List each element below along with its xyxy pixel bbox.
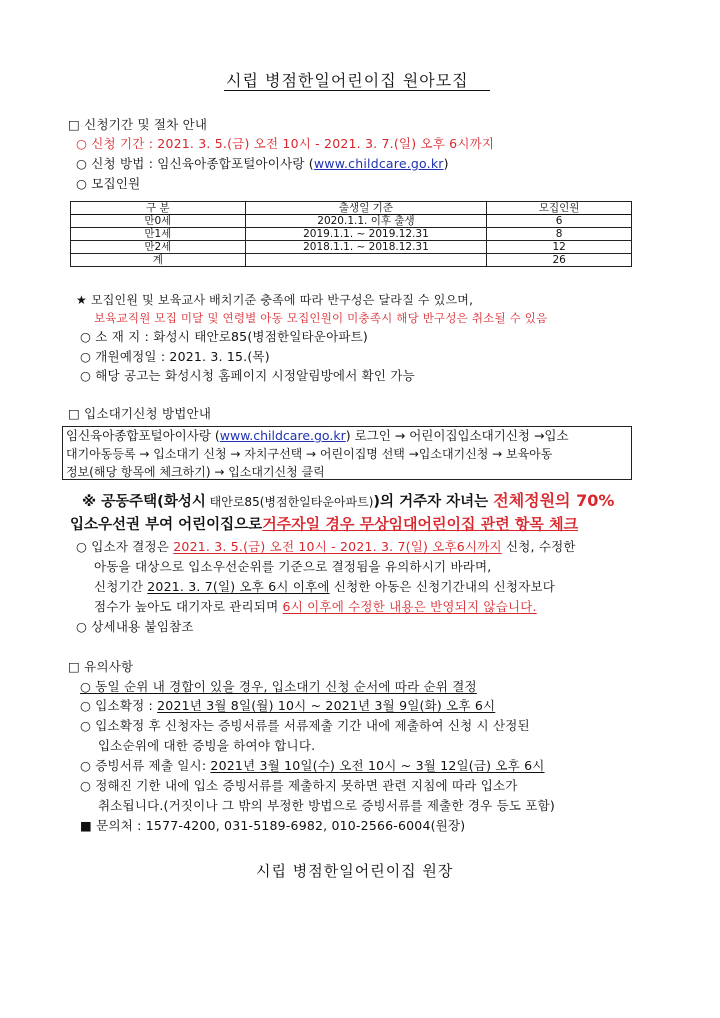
decision-period: 2021. 3. 5.(금) 오전 10시 - 2021. 3. 7(일) 오후6시까지 bbox=[173, 539, 502, 554]
decision-line-2: 아동을 대상으로 입소우선순위를 기준으로 결정됨을 유의하시기 바라며, bbox=[94, 559, 492, 574]
caution-item-2-prefix: ○ 입소확정 : bbox=[80, 698, 158, 713]
table-row-total bbox=[71, 254, 632, 267]
caution-item-4-prefix: ○ 증빙서류 제출 일시: bbox=[80, 758, 211, 773]
notice-location: ○ 해당 공고는 화성시청 홈페이지 시정알림방에서 확인 가능 bbox=[80, 368, 415, 383]
table-cell: 만0세 bbox=[71, 215, 246, 228]
steps-line-1-suffix: ) 로그인 → 어린이집입소대기신청 →입소 bbox=[345, 428, 569, 443]
caution-item-1: ○ 동일 순위 내 경합이 있을 경우, 입소대기 신청 순서에 따라 순위 결정 bbox=[80, 679, 477, 694]
decision-line-1 bbox=[76, 538, 576, 556]
decision-line-3 bbox=[94, 578, 555, 596]
title-underline bbox=[224, 90, 490, 91]
decision-line-4-warning: 6시 이후에 수정한 내용은 반영되지 않습니다. bbox=[282, 599, 537, 614]
table-header-cell: 모집인원 bbox=[487, 202, 632, 215]
table-cell: 8 bbox=[487, 228, 632, 241]
table-cell: 계 bbox=[71, 254, 246, 267]
contact-info: ■ 문의처 : 1577-4200, 031-5189-6982, 010-2566-6004(원장) bbox=[80, 818, 466, 833]
steps-line-1-prefix: 임신육아종합포털아이사랑 ( bbox=[66, 428, 220, 443]
caution-item-2 bbox=[80, 697, 495, 715]
section-heading-waitlist: □ 입소대기신청 방법안내 bbox=[68, 406, 212, 421]
caution-item-3-cont: 입소순위에 대한 증빙을 하여야 합니다. bbox=[98, 738, 316, 753]
special-a: ※ 공동주택( bbox=[82, 494, 164, 510]
application-method-label: ○ 신청 방법 : 임신육아종합포털아이사랑 ( bbox=[76, 156, 314, 171]
table-cell: 만1세 bbox=[71, 228, 246, 241]
table-row bbox=[71, 241, 632, 254]
caution-item-4 bbox=[80, 757, 545, 775]
section-heading-cautions: □ 유의사항 bbox=[68, 659, 134, 674]
special-d: )의 거주자 자녀는 bbox=[373, 494, 494, 510]
decision-line-3-prefix: 신청기간 bbox=[94, 579, 148, 594]
decision-prefix: ○ 입소자 결정은 bbox=[76, 539, 174, 554]
page-title: 시립 병점한일어린이집 원아모집 bbox=[226, 71, 469, 90]
special-notice-line-2 bbox=[70, 513, 578, 534]
application-period: ○ 신청 기간 : 2021. 3. 5.(금) 오전 10시 - 2021. 3. 7.(일) 오후 6시까지 bbox=[76, 136, 495, 151]
star-note-warning: 보육교직원 모집 미달 및 연령별 아동 모집인원이 미충족시 해당 반구성은 취소될 수 있음 bbox=[94, 311, 548, 325]
special-b: 화성시 bbox=[163, 494, 206, 510]
decision-suffix: 신청, 수정한 bbox=[501, 539, 576, 554]
table-cell: 26 bbox=[487, 254, 632, 267]
caution-item-5-cont: 취소됩니다.(거짓이나 그 밖의 부정한 방법으로 증빙서류를 제출한 경우 등도 포함) bbox=[98, 798, 555, 813]
table-header-cell: 출생일 기준 bbox=[245, 202, 487, 215]
section-heading-application: □ 신청기간 및 절차 안내 bbox=[68, 117, 208, 132]
open-date: ○ 개원예정일 : 2021. 3. 15.(목) bbox=[80, 349, 270, 364]
caution-item-5: ○ 정해진 기한 내에 입소 증빙서류를 제출하지 못하면 관련 지침에 따라 입소가 bbox=[80, 778, 518, 793]
childcare-link[interactable]: www.childcare.go.kr bbox=[313, 156, 444, 171]
table-cell bbox=[245, 254, 487, 267]
waitlist-steps-line-2: 대기아동등록 → 입소대기 신청 → 자치구선택 → 어린이집명 선택 →입소대기신청 → 보육아동 bbox=[66, 447, 553, 461]
special2-red: 거주자일 경우 무상임대어린이집 관련 항목 체크 bbox=[262, 515, 579, 533]
footer-signature: 시립 병점한일어린이집 원장 bbox=[256, 862, 454, 880]
waitlist-steps-line-3: 정보(해당 항목에 체크하기) → 입소대기신청 클릭 bbox=[66, 465, 325, 479]
decision-line-4 bbox=[94, 598, 537, 616]
special-red: 전체정원의 70% bbox=[493, 491, 615, 510]
application-method-suffix: ) bbox=[443, 156, 449, 171]
table-header-cell: 구 분 bbox=[71, 202, 246, 215]
special-notice-line-1 bbox=[82, 488, 614, 511]
table-header-row bbox=[71, 202, 632, 215]
table-row bbox=[71, 215, 632, 228]
table-cell: 6 bbox=[487, 215, 632, 228]
table-cell: 만2세 bbox=[71, 241, 246, 254]
table-row bbox=[71, 228, 632, 241]
decision-line-4-prefix: 점수가 높아도 대기자로 관리되며 bbox=[94, 599, 283, 614]
recruit-heading: ○ 모집인원 bbox=[76, 176, 141, 191]
childcare-link-2[interactable]: www.childcare.go.kr bbox=[219, 428, 346, 443]
caution-item-3: ○ 입소확정 후 신청자는 증빙서류를 서류제출 기간 내에 제출하여 신청 시 산정된 bbox=[80, 718, 530, 733]
table-cell: 12 bbox=[487, 241, 632, 254]
waitlist-steps-line-1 bbox=[66, 427, 628, 445]
caution-item-4-period: 2021년 3월 10일(수) 오전 10시 ~ 3월 12일(금) 오후 6시 bbox=[210, 758, 545, 773]
table-cell: 2020.1.1. 이후 출생 bbox=[245, 215, 487, 228]
caution-item-2-period: 2021년 3월 8일(월) 10시 ~ 2021년 3월 9일(화) 오후 6시 bbox=[157, 698, 496, 713]
decision-line-3-deadline: 2021. 3. 7(일) 오후 6시 이후에 bbox=[147, 579, 330, 594]
recruit-table bbox=[70, 201, 632, 267]
address: ○ 소 재 지 : 화성시 태안로85(병점한일타운아파트) bbox=[80, 329, 368, 344]
table-cell: 2019.1.1. ~ 2019.12.31 bbox=[245, 228, 487, 241]
decision-line-3-suffix: 신청한 아동은 신청기간내의 신청자보다 bbox=[329, 579, 556, 594]
special-c: 태안로85(병점한일타운아파트) bbox=[205, 495, 374, 509]
table-cell: 2018.1.1. ~ 2018.12.31 bbox=[245, 241, 487, 254]
star-note: ★ 모집인원 및 보육교사 배치기준 충족에 따라 반구성은 달라질 수 있으며, bbox=[76, 293, 474, 307]
detail-reference: ○ 상세내용 붙임참조 bbox=[76, 619, 194, 634]
special2-a: 입소우선권 부여 어린이집으로 bbox=[70, 517, 263, 533]
application-method bbox=[76, 155, 449, 173]
waitlist-steps-box bbox=[62, 426, 632, 480]
